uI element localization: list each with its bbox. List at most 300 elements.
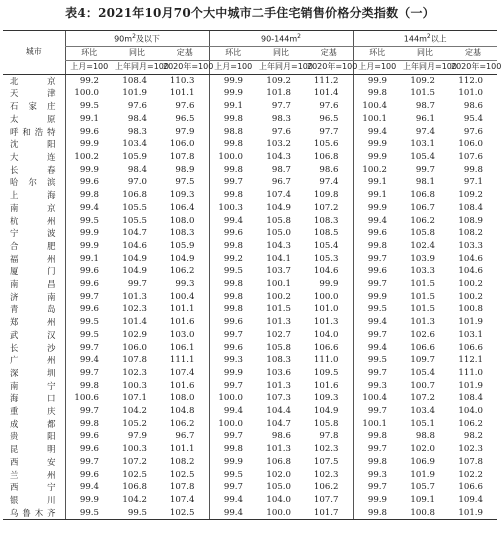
index-value: 100.4 (353, 100, 401, 113)
index-value: 106.7 (410, 202, 435, 213)
index-value: 104.3 (266, 151, 291, 162)
sub-header-type: 环比 (353, 47, 401, 61)
index-value: 109.2 (458, 190, 483, 201)
table-row (3, 189, 497, 202)
index-value: 104.6 (458, 253, 483, 264)
index-value: 106.6 (458, 482, 483, 493)
city-name: 贵阳 (10, 431, 56, 442)
index-value: 111.2 (313, 75, 339, 86)
index-value: 97.0 (127, 177, 147, 188)
index-value: 104.9 (169, 253, 195, 264)
table-row (3, 380, 497, 393)
index-value: 99.1 (209, 100, 257, 113)
table-row (3, 74, 497, 87)
sub-header-base: 2020年=100 (161, 61, 209, 75)
index-value: 102.5 (161, 507, 209, 520)
index-value: 105.8 (410, 228, 435, 239)
table-row (3, 405, 497, 418)
index-value: 108.3 (169, 228, 195, 239)
index-value: 98.1 (415, 177, 435, 188)
index-value: 100.0 (257, 507, 305, 520)
index-value: 97.1 (463, 177, 483, 188)
table-header (3, 31, 501, 75)
index-value: 99.6 (209, 227, 257, 240)
index-value: 100.3 (122, 444, 147, 455)
index-value: 101.5 (410, 88, 435, 99)
index-value: 98.4 (127, 113, 147, 124)
index-value: 100.8 (401, 507, 449, 520)
index-value: 106.8 (122, 190, 147, 201)
index-value: 100.2 (353, 164, 401, 177)
city-name: 重庆 (10, 406, 56, 417)
city-name: 成都 (10, 418, 56, 429)
index-value: 106.1 (169, 342, 195, 353)
table-body (3, 74, 497, 520)
city-name: 太原 (10, 113, 56, 124)
index-value: 99.9 (65, 227, 113, 240)
index-value: 102.3 (458, 444, 483, 455)
index-value: 99.8 (209, 240, 257, 253)
index-value: 101.4 (313, 88, 339, 99)
index-value: 96.7 (175, 431, 195, 442)
index-value: 105.0 (266, 228, 291, 239)
index-value: 97.7 (271, 101, 291, 112)
index-value: 99.9 (353, 202, 401, 215)
index-value: 101.5 (410, 291, 435, 302)
index-value: 99.3 (353, 469, 401, 482)
city-name: 宁波 (10, 228, 56, 239)
index-value: 100.3 (122, 380, 147, 391)
index-value: 103.0 (169, 329, 195, 340)
index-value: 101.4 (122, 317, 147, 328)
index-value: 108.3 (313, 215, 339, 226)
index-value: 111.0 (458, 367, 483, 378)
index-value: 101.9 (410, 469, 435, 480)
table-row (3, 151, 497, 164)
index-value: 101.8 (266, 88, 291, 99)
index-value: 102.5 (169, 469, 195, 480)
index-value: 109.7 (410, 355, 435, 366)
index-value: 99.1 (65, 113, 113, 126)
index-value: 108.0 (169, 393, 195, 404)
index-value: 107.8 (458, 456, 483, 467)
index-value: 101.6 (169, 380, 195, 391)
index-value: 101.3 (266, 380, 291, 391)
index-value: 107.4 (266, 190, 291, 201)
city-name: 兰州 (10, 469, 56, 480)
index-value: 99.6 (65, 469, 113, 482)
index-value: 99.4 (353, 215, 401, 228)
index-value: 97.4 (319, 177, 339, 188)
city-name: 厦门 (10, 266, 56, 277)
index-value: 99.3 (353, 380, 401, 393)
index-value: 97.6 (319, 101, 339, 112)
index-value: 98.7 (271, 164, 291, 175)
index-value: 100.0 (313, 291, 339, 302)
group-header-small: $90m^2$及以下 (65, 31, 209, 47)
index-value: 107.2 (313, 202, 339, 213)
index-value: 99.7 (209, 430, 257, 443)
index-value: 99.7 (65, 456, 113, 469)
index-value: 101.1 (169, 444, 195, 455)
index-value: 99.4 (353, 126, 401, 139)
header-sub-row-base (3, 61, 497, 75)
index-value: 99.2 (65, 74, 113, 87)
index-value: 99.4 (65, 354, 113, 367)
index-value: 104.9 (122, 253, 147, 264)
index-value: 100.0 (65, 87, 113, 100)
index-value: 106.0 (122, 342, 147, 353)
index-value: 98.3 (127, 126, 147, 137)
index-value: 96.7 (271, 177, 291, 188)
table-row (3, 240, 497, 253)
table-row (3, 469, 497, 482)
index-value: 102.3 (122, 367, 147, 378)
index-value: 112.1 (458, 355, 483, 366)
index-value: 99.9 (65, 240, 113, 253)
index-value: 103.6 (266, 367, 291, 378)
index-value: 99.7 (209, 481, 257, 494)
table-row (3, 303, 497, 316)
table-row (3, 278, 497, 291)
index-value: 108.9 (458, 215, 483, 226)
index-value: 100.3 (209, 202, 257, 215)
city-name: 海口 (10, 393, 56, 404)
index-value: 107.2 (122, 456, 147, 467)
index-value: 99.5 (65, 215, 113, 228)
index-value: 99.9 (353, 291, 401, 304)
sub-header-type: 定基 (161, 47, 209, 61)
index-value: 97.6 (175, 101, 195, 112)
table-row (3, 443, 497, 456)
table-row (3, 265, 497, 278)
index-value: 101.3 (266, 317, 291, 328)
index-value: 101.5 (410, 304, 435, 315)
index-value: 112.0 (458, 75, 483, 86)
index-value: 97.6 (271, 126, 291, 137)
table-title: 表4：2021年10月70个大中城市二手住宅销售价格分类指数（一） (65, 6, 435, 20)
index-value: 99.8 (353, 456, 401, 469)
group-header-large: $144m^2$以上 (353, 31, 497, 47)
index-value: 99.9 (65, 138, 113, 151)
city-name: 福州 (10, 253, 56, 264)
index-value: 104.6 (458, 266, 483, 277)
index-value: 99.6 (65, 430, 113, 443)
index-value: 105.4 (313, 240, 339, 251)
index-value: 97.4 (415, 126, 435, 137)
index-value: 106.0 (458, 139, 483, 150)
index-value: 98.8 (415, 431, 435, 442)
index-value: 110.3 (169, 75, 195, 86)
index-value: 97.9 (175, 126, 195, 137)
index-value: 106.0 (169, 139, 195, 150)
index-value: 99.7 (65, 405, 113, 418)
index-value: 106.8 (266, 456, 291, 467)
index-value: 98.4 (127, 164, 147, 175)
index-value: 100.4 (169, 291, 195, 302)
index-value: 102.5 (122, 469, 147, 480)
index-value: 101.3 (122, 291, 147, 302)
index-value: 108.3 (266, 355, 291, 366)
price-index-table-wrapper (3, 30, 501, 520)
table-row (3, 87, 497, 100)
index-value: 106.6 (313, 342, 339, 353)
index-value: 99.4 (353, 316, 401, 329)
index-value: 103.4 (410, 406, 435, 417)
index-value: 111.1 (169, 355, 195, 366)
index-value: 109.1 (410, 494, 435, 505)
sub-header-base: 上月=100 (65, 61, 113, 75)
header-sub-row-type (3, 47, 497, 61)
index-value: 98.6 (271, 431, 291, 442)
index-value: 99.8 (65, 418, 113, 431)
index-value: 99.9 (353, 151, 401, 164)
index-value: 106.8 (410, 190, 435, 201)
index-value: 101.9 (458, 317, 483, 328)
index-value: 107.3 (266, 393, 291, 404)
index-value: 99.6 (65, 443, 113, 456)
index-value: 97.6 (463, 126, 483, 137)
index-value: 105.8 (313, 418, 339, 429)
index-value: 99.5 (209, 469, 257, 482)
table-row (3, 481, 497, 494)
index-value: 104.8 (169, 406, 195, 417)
index-value: 99.8 (209, 164, 257, 177)
sub-header-base: 2020年=100 (305, 61, 353, 75)
index-value: 100.1 (353, 418, 401, 431)
index-value: 98.6 (319, 164, 339, 175)
index-value: 100.0 (209, 418, 257, 431)
index-value: 101.0 (313, 304, 339, 315)
index-value: 102.0 (410, 444, 435, 455)
index-value: 97.7 (319, 126, 339, 137)
index-value: 99.5 (209, 265, 257, 278)
index-value: 97.8 (319, 431, 339, 442)
index-value: 103.7 (266, 266, 291, 277)
index-value: 104.4 (266, 406, 291, 417)
index-value: 99.7 (353, 481, 401, 494)
city-name: 天津 (10, 88, 56, 99)
index-value: 109.2 (410, 75, 435, 86)
index-value: 101.1 (169, 304, 195, 315)
index-value: 99.5 (65, 316, 113, 329)
table-row (3, 507, 497, 520)
index-value: 99.1 (353, 189, 401, 202)
city-name: 郑州 (10, 317, 56, 328)
index-value: 99.9 (209, 456, 257, 469)
city-name: 济南 (10, 291, 56, 302)
index-value: 103.2 (266, 139, 291, 150)
index-value: 99.4 (209, 507, 257, 520)
city-name: 呼和浩特 (10, 126, 56, 137)
index-value: 99.6 (65, 126, 113, 139)
index-value: 106.6 (458, 342, 483, 353)
index-value: 104.0 (313, 329, 339, 340)
table-row (3, 494, 497, 507)
index-value: 100.0 (209, 151, 257, 164)
index-value: 100.4 (353, 392, 401, 405)
index-value: 104.9 (122, 266, 147, 277)
sub-header-type: 同比 (113, 47, 161, 61)
index-value: 107.6 (458, 151, 483, 162)
sub-header-base: 2020年=100 (449, 61, 497, 75)
index-value: 104.9 (266, 202, 291, 213)
index-value: 99.6 (209, 342, 257, 355)
index-value: 99.5 (65, 507, 113, 520)
index-value: 99.1 (65, 253, 113, 266)
index-value: 105.4 (410, 367, 435, 378)
index-value: 99.5 (65, 100, 113, 113)
index-value: 100.7 (410, 380, 435, 391)
table-row (3, 126, 497, 139)
index-value: 99.7 (65, 367, 113, 380)
index-value: 100.2 (65, 151, 113, 164)
index-value: 99.7 (209, 176, 257, 189)
index-value: 105.1 (410, 418, 435, 429)
index-value: 103.1 (458, 329, 483, 340)
index-value: 99.8 (209, 189, 257, 202)
index-value: 99.3 (175, 279, 195, 290)
index-value: 99.4 (209, 494, 257, 507)
index-value: 105.2 (122, 418, 147, 429)
index-value: 101.9 (458, 380, 483, 391)
index-value: 101.5 (266, 304, 291, 315)
index-value: 104.2 (122, 494, 147, 505)
index-value: 106.2 (169, 418, 195, 429)
index-value: 107.5 (313, 456, 339, 467)
index-value: 99.5 (113, 507, 161, 520)
index-value: 106.8 (122, 482, 147, 493)
index-value: 103.9 (410, 253, 435, 264)
city-name: 武汉 (10, 329, 56, 340)
index-value: 109.4 (458, 494, 483, 505)
sub-header-base: 上年同月=100 (257, 61, 305, 75)
index-value: 108.2 (169, 456, 195, 467)
index-value: 108.5 (313, 228, 339, 239)
index-value: 107.8 (122, 355, 147, 366)
table-row (3, 418, 497, 431)
index-value: 102.6 (410, 329, 435, 340)
sub-header-base: 上年同月=100 (401, 61, 449, 75)
table-row (3, 354, 497, 367)
table-row (3, 138, 497, 151)
index-value: 98.3 (271, 113, 291, 124)
index-value: 104.7 (266, 418, 291, 429)
index-value: 107.8 (169, 151, 195, 162)
index-value: 99.7 (65, 291, 113, 304)
index-value: 108.4 (458, 202, 483, 213)
index-value: 109.2 (266, 75, 291, 86)
index-value: 106.2 (458, 418, 483, 429)
index-value: 103.3 (410, 266, 435, 277)
table-row (3, 456, 497, 469)
index-value: 99.9 (353, 138, 401, 151)
index-value: 104.7 (122, 228, 147, 239)
index-value: 99.8 (353, 507, 401, 520)
index-value: 99.8 (209, 443, 257, 456)
index-value: 99.8 (463, 164, 483, 175)
index-value: 109.3 (169, 190, 195, 201)
index-value: 99.4 (353, 342, 401, 355)
index-value: 99.8 (209, 291, 257, 304)
index-value: 99.7 (353, 278, 401, 291)
city-column-header: 城市 (3, 31, 65, 75)
city-name: 乌鲁木齐 (3, 507, 65, 520)
index-value: 105.3 (313, 253, 339, 264)
index-value: 101.9 (122, 88, 147, 99)
index-value: 99.4 (209, 405, 257, 418)
table-row (3, 253, 497, 266)
index-value: 103.4 (122, 139, 147, 150)
index-value: 105.9 (169, 240, 195, 251)
index-value: 99.8 (353, 430, 401, 443)
index-value: 102.3 (122, 304, 147, 315)
index-value: 99.4 (65, 481, 113, 494)
index-value: 106.8 (313, 151, 339, 162)
index-value: 99.9 (353, 494, 401, 507)
index-value: 105.8 (266, 215, 291, 226)
table-row (3, 215, 497, 228)
index-value: 100.6 (65, 392, 113, 405)
index-value: 99.5 (353, 303, 401, 316)
index-value: 102.9 (122, 329, 147, 340)
index-value: 101.3 (313, 317, 339, 328)
city-name: 哈尔滨 (10, 177, 56, 188)
index-value: 104.2 (122, 406, 147, 417)
index-value: 106.2 (410, 215, 435, 226)
sub-header-type: 同比 (401, 47, 449, 61)
index-value: 99.3 (209, 354, 257, 367)
index-value: 107.2 (410, 393, 435, 404)
index-value: 98.9 (175, 164, 195, 175)
table-row (3, 329, 497, 342)
index-value: 96.1 (415, 113, 435, 124)
index-value: 102.2 (458, 469, 483, 480)
index-value: 99.8 (209, 303, 257, 316)
index-value: 100.0 (209, 392, 257, 405)
index-value: 102.4 (410, 240, 435, 251)
index-value: 105.5 (122, 215, 147, 226)
index-value: 99.9 (209, 87, 257, 100)
sub-header-base: 上月=100 (353, 61, 401, 75)
index-value: 100.2 (458, 291, 483, 302)
index-value: 102.7 (266, 329, 291, 340)
index-value: 99.9 (353, 74, 401, 87)
index-value: 99.6 (209, 316, 257, 329)
city-name: 西安 (10, 456, 56, 467)
city-name: 昆明 (10, 444, 56, 455)
index-value: 99.7 (353, 405, 401, 418)
index-value: 99.9 (209, 367, 257, 380)
index-value: 105.5 (122, 202, 147, 213)
index-value: 106.4 (169, 202, 195, 213)
sub-header-base: 上年同月=100 (113, 61, 161, 75)
city-name: 沈阳 (10, 139, 56, 150)
index-value: 99.8 (353, 87, 401, 100)
index-value: 107.4 (169, 494, 195, 505)
table-row (3, 113, 497, 126)
city-name: 南京 (10, 202, 56, 213)
city-name: 杭州 (10, 215, 56, 226)
index-value: 100.2 (266, 291, 291, 302)
index-value: 105.9 (122, 151, 147, 162)
index-value: 105.6 (313, 139, 339, 150)
index-value: 100.8 (458, 304, 483, 315)
city-name: 银川 (10, 494, 56, 505)
index-value: 107.8 (169, 482, 195, 493)
index-value: 98.7 (415, 101, 435, 112)
index-value: 99.5 (65, 329, 113, 342)
